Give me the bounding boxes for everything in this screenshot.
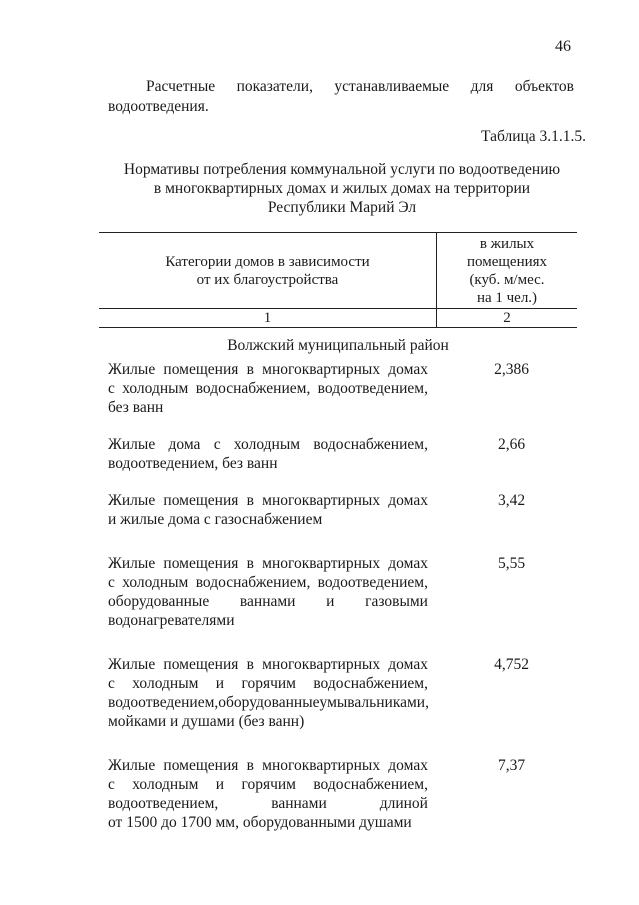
intro-word: Расчетные — [146, 78, 216, 95]
table-header-row — [99, 233, 577, 309]
row-category-line: Жилые помещения в многоквартирных домах — [108, 555, 428, 572]
row-category-line: водонагревателями — [108, 612, 235, 629]
intro-word: показатели, — [236, 78, 313, 95]
row-category-line: с холодным и горячим водоснабжением, — [108, 776, 428, 793]
row-category — [99, 756, 428, 832]
header-value-line: помещениях — [466, 254, 548, 270]
row-category — [99, 554, 428, 630]
intro-word: устанавливаемые — [334, 78, 450, 95]
intro-paragraph — [108, 77, 574, 117]
row-category-line: водоотведением, ваннами длиной — [108, 795, 428, 812]
row-category-line: мойками и душами (без ванн) — [108, 713, 305, 730]
row-category-line: оборудованные ваннами и газовыми — [108, 593, 428, 610]
header-value-line: (куб. м/мес. — [469, 272, 545, 288]
row-value: 4,752 — [494, 656, 529, 673]
header-category-line: от их благоустройства — [196, 271, 339, 288]
row-category-line: с холодным водоснабжением, водоотведением, — [108, 380, 428, 397]
table-row — [99, 756, 577, 832]
intro-line: водоотведения. — [108, 98, 209, 115]
table-row — [99, 655, 577, 731]
row-category-line: Жилые дома с холодным водоснабжением, — [108, 436, 428, 453]
table-row — [99, 360, 577, 417]
column-number: 2 — [503, 310, 511, 326]
page-number: 46 — [555, 38, 571, 55]
table-row — [99, 491, 577, 529]
table-number: Таблица 3.1.1.5. — [481, 128, 587, 145]
table-body — [99, 360, 577, 832]
normatives-table — [99, 232, 577, 832]
header-category — [99, 233, 437, 308]
row-category-line: Жилые помещения в многоквартирных домах — [108, 492, 428, 509]
header-category-line: Категории домов в зависимости — [165, 253, 370, 270]
row-value: 7,37 — [497, 757, 526, 774]
row-category — [99, 360, 428, 417]
row-category-line: с холодным водоснабжением, водоотведением, — [108, 574, 428, 591]
row-value: 2,386 — [494, 361, 529, 378]
row-category-line: Жилые помещения в многоквартирных домах — [108, 361, 428, 378]
row-category — [99, 491, 428, 529]
row-category-line: от 1500 до 1700 мм, оборудованными душами — [108, 814, 412, 831]
row-category — [99, 655, 428, 731]
column-number-row — [99, 309, 577, 328]
table-row — [99, 435, 577, 473]
table-title-line: Нормативы потребления коммунальной услуги по водоотведению — [123, 161, 561, 178]
intro-word: для — [470, 78, 494, 95]
header-value-line: на 1 чел.) — [476, 290, 538, 306]
row-value: 3,42 — [497, 492, 526, 509]
row-category-line: Жилые помещения в многоквартирных домах — [108, 656, 428, 673]
table-title-line: Республики Марий Эл — [267, 199, 417, 216]
row-category-line: Жилые помещения в многоквартирных домах — [108, 757, 428, 774]
row-value: 5,55 — [497, 555, 526, 572]
table-title — [108, 160, 576, 217]
column-number: 1 — [99, 309, 437, 327]
table-row — [99, 554, 577, 630]
table-title-line: в многоквартирных домах и жилых домах на территории — [153, 180, 531, 197]
intro-line — [108, 77, 574, 97]
header-value-line: в жилых — [479, 236, 535, 252]
intro-word: объектов — [514, 78, 574, 95]
row-category-line: водоотведением, оборудованные умывальниками, — [108, 694, 429, 711]
row-category-line: и жилые дома с газоснабжением — [108, 511, 323, 528]
row-category — [99, 435, 428, 473]
row-category-line: без ванн — [108, 399, 164, 416]
row-category-line: с холодным и горячим водоснабжением, — [108, 675, 428, 692]
district-heading: Волжский муниципальный район — [227, 337, 449, 354]
header-value — [437, 233, 577, 308]
row-value: 2,66 — [497, 436, 526, 453]
row-category-line: водоотведением, без ванн — [108, 455, 278, 472]
